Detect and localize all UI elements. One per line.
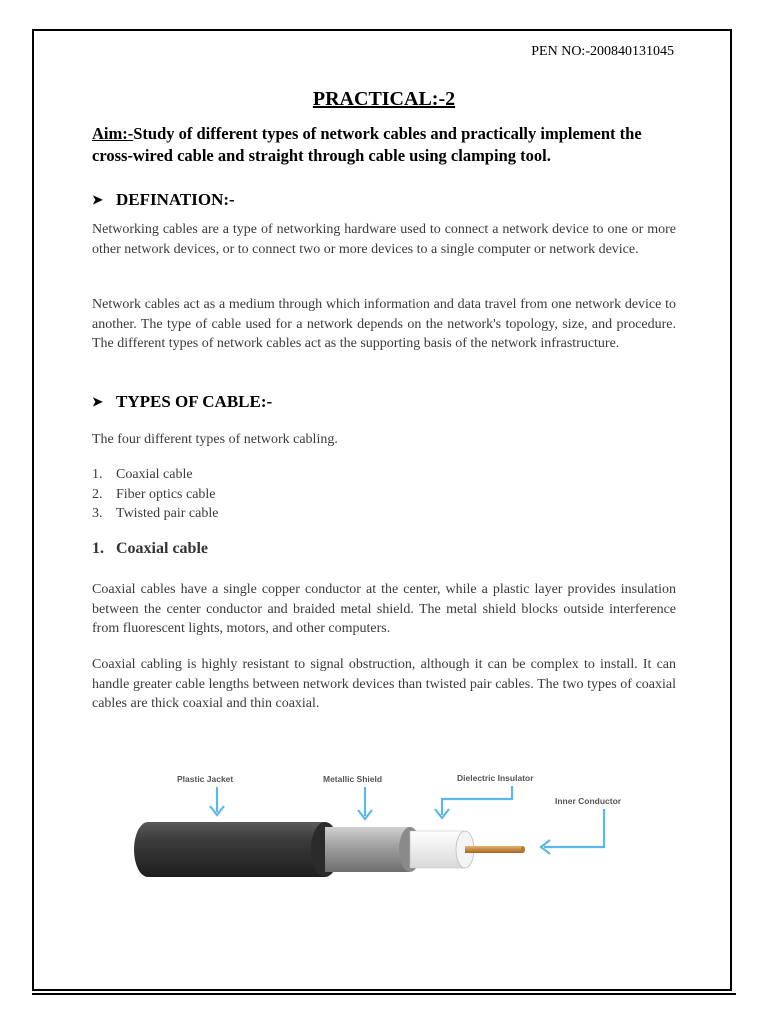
types-heading-text: TYPES OF CABLE:- (116, 392, 273, 411)
label-dielectric-insulator: Dielectric Insulator (457, 773, 534, 783)
aim-label: Aim:- (92, 124, 134, 143)
plastic-jacket (134, 822, 339, 877)
definition-paragraph-1: Networking cables are a type of networking hardware used to connect a network device to one or more other network devices, or to connect two or more devices to a single computer or network device. (92, 222, 676, 257)
page-border-bottom (32, 993, 736, 995)
label-inner-conductor: Inner Conductor (555, 796, 622, 806)
label-metallic-shield: Metallic Shield (323, 774, 383, 784)
aim-text: Study of different types of network cables and practically implement the cross-wired cable and straight through cable using clamping tool. (92, 124, 642, 165)
coaxial-paragraph-1: Coaxial cables have a single copper conductor at the center, while a plastic layer provides insulation between the center conductor and braided metal shield. The metal shield blocks outside interference from fluorescent lights, motors, and other computers. (92, 582, 676, 637)
types-intro: The four different types of network cabling. (92, 432, 338, 447)
coaxial-heading: 1. Coaxial cable (92, 540, 208, 557)
pen-number: PEN NO:-200840131045 (531, 44, 674, 59)
label-plastic-jacket: Plastic Jacket (177, 774, 234, 784)
cable-types-list (92, 465, 218, 524)
coaxial-paragraph-2: Coaxial cabling is highly resistant to signal obstruction, although it can be complex to install. It can handle greater cable lengths between network devices than twisted pair cables. The two types of coaxial cables are thick coaxial and thin coaxial. (92, 657, 676, 712)
list-item: 2. Fiber optics cable (92, 486, 216, 502)
definition-heading-text: DEFINATION:- (116, 190, 235, 209)
arrow-bullet-icon: ➤ (92, 394, 103, 409)
definition-paragraph-2: Network cables act as a medium through which information and data travel from one network device to another. The type of cable used for a network depends on the network's topology, size, and procedure. The different types of network cables act as the supporting basis of the network infrastructure. (92, 297, 676, 352)
list-item: 3. Twisted pair cable (92, 506, 219, 521)
aim-block (92, 123, 676, 167)
page-title: PRACTICAL:-2 (312, 88, 456, 110)
definition-heading (92, 190, 235, 210)
metallic-shield (325, 827, 421, 872)
inner-conductor (465, 846, 525, 853)
types-heading (92, 392, 272, 412)
list-item: 1. Coaxial cable (92, 467, 193, 482)
coaxial-cable-diagram (120, 765, 660, 895)
arrow-bullet-icon: ➤ (92, 192, 103, 207)
dielectric-insulator (410, 831, 474, 868)
